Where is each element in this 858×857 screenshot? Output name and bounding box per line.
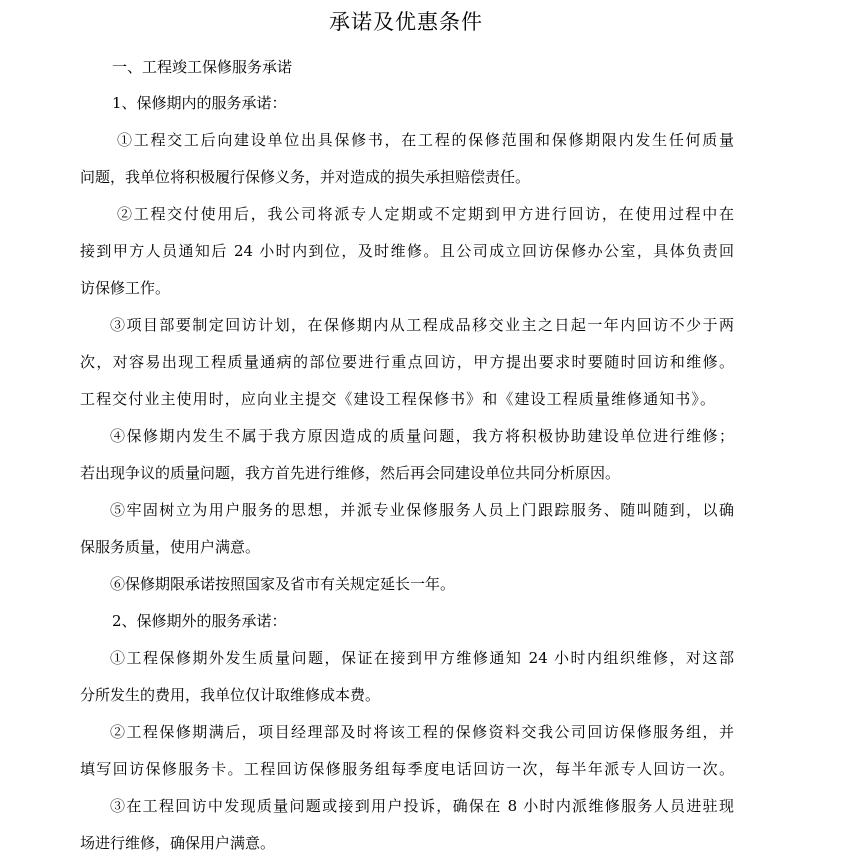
item-5-line-2: 保服务质量，使用户满意。 [80,538,261,556]
item-3-line-3: 工程交付业主使用时，应向业主提交《建设工程保修书》和《建设工程质量维修通知书》。 [80,390,715,408]
item-7-line-1: ①工程保修期外发生质量问题，保证在接到甲方维修通知 24 小时内组织维修，对这部 [110,649,734,667]
item-2-line-3: 访保修工作。 [80,279,171,297]
item-1-line-1: ①工程交工后向建设单位出具保修书，在工程的保修范围和保修期限内发生任何质量 [117,131,734,149]
item-3-line-2: 次，对容易出现工程质量通病的部位要进行重点回访，甲方提出要求时要随时回访和维修。 [80,353,734,371]
item-7-line-2: 分所发生的费用，我单位仅计取维修成本费。 [80,686,381,704]
item-3-line-1: ③项目部要制定回访计划，在保修期内从工程成品移交业主之日起一年内回访不少于两 [110,316,734,334]
item-2-line-1: ②工程交付使用后，我公司将派专人定期或不定期到甲方进行回访，在使用过程中在 [117,205,734,223]
item-9-line-1: ③在工程回访中发现质量问题或接到用户投诉，确保在 8 小时内派维修服务人员进驻现 [110,797,734,815]
item-4-line-1: ④保修期内发生不属于我方原因造成的质量问题，我方将积极协助建设单位进行维修； [110,427,734,445]
item-1-line-2: 问题，我单位将积极履行保修义务，并对造成的损失承担赔偿责任。 [80,168,531,186]
subsection-heading-out-of-warranty: 2、保修期外的服务承诺： [112,612,287,630]
item-2-line-2: 接到甲方人员通知后 24 小时内到位，及时维修。且公司成立回访保修办公室，具体负责回 [80,242,734,260]
page-title: 承诺及优惠条件 [329,10,483,34]
item-8-line-2: 填写回访保修服务卡。工程回访保修服务组每季度电话回访一次，每半年派专人回访一次。 [80,760,734,778]
item-5-line-1: ⑤牢固树立为用户服务的思想，并派专业保修服务人员上门跟踪服务、随叫随到，以确 [110,501,734,519]
item-4-line-2: 若出现争议的质量问题，我方首先进行维修，然后再会同建设单位共同分析原因。 [80,464,621,482]
subsection-heading-in-warranty: 1、保修期内的服务承诺： [112,94,287,112]
item-8-line-1: ②工程保修期满后，项目经理部及时将该工程的保修资料交我公司回访保修服务组，并 [110,723,734,741]
item-6-line-1: ⑥保修期限承诺按照国家及省市有关规定延长一年。 [110,575,456,593]
item-9-line-2: 场进行维修，确保用户满意。 [80,834,276,852]
section-heading: 一、工程竣工保修服务承诺 [112,58,293,76]
